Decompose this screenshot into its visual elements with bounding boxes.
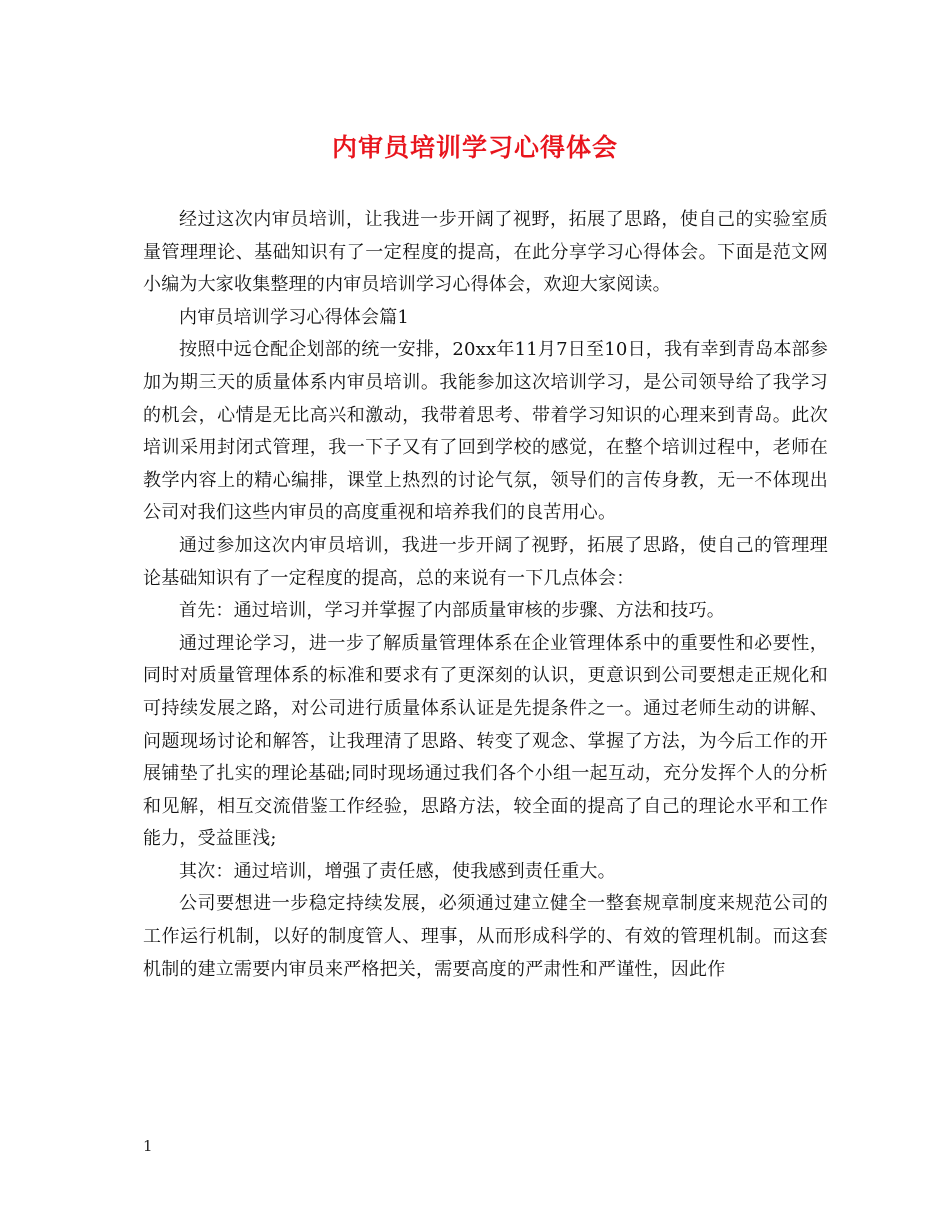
document-body bbox=[143, 204, 828, 986]
paragraph-intro: 经过这次内审员培训，让我进一步开阔了视野，拓展了思路，使自己的实验室质量管理理论、基础知识有了一定程度的提高，在此分享学习心得体会。下面是范文网小编为大家收集整理的内审员培训学习心得体会，欢迎大家阅读。 bbox=[143, 209, 828, 296]
paragraph-section-heading: 内审员培训学习心得体会篇1 bbox=[179, 306, 410, 328]
paragraph-company-system: 公司要想进一步稳定持续发展，必须通过建立健全一整套规章制度来规范公司的工作运行机制，以好的制度管人、理事，从而形成科学的、有效的管理机制。而这套机制的建立需要内审员来严格把关，需要高度的严肃性和严谨性，因此作 bbox=[143, 893, 828, 980]
paragraph-arrangement: 按照中远仓配企划部的统一安排，20xx年11月7日至10日，我有幸到青岛本部参加为期三天的质量体系内审员培训。我能参加这次培训学习，是公司领导给了我学习的机会，心情是无比高兴和激动，我带着思考、带着学习知识的心理来到青岛。此次培训采用封闭式管理，我一下子又有了回到学校的感觉，在整个培训过程中，老师在教学内容上的精心编排，课堂上热烈的讨论气氛，领导们的言传身教，无一不体现出公司对我们这些内审员的高度重视和培养我们的良苦用心。 bbox=[143, 339, 828, 524]
paragraph-first-point: 首先：通过培训，学习并掌握了内部质量审核的步骤、方法和技巧。 bbox=[179, 600, 725, 622]
paragraph-second-point: 其次：通过培训，增强了责任感，使我感到责任重大。 bbox=[179, 860, 616, 882]
paragraph-theory-study: 通过理论学习，进一步了解质量管理体系在企业管理体系中的重要性和必要性，同时对质量管理体系的标准和要求有了更深刻的认识，更意识到公司要想走正规化和可持续发展之路，对公司进行质量体系认证是先提条件之一。通过老师生动的讲解、问题现场讨论和解答，让我理清了思路、转变了观念、掌握了方法，为今后工作的开展铺垫了扎实的理论基础;同时现场通过我们各个小组一起互动，充分发挥个人的分析和见解，相互交流借鉴工作经验，思路方法，较全面的提高了自己的理论水平和工作能力，受益匪浅; bbox=[143, 632, 828, 850]
page-number: 1 bbox=[143, 1137, 153, 1155]
paragraph-summary: 通过参加这次内审员培训，我进一步开阔了视野，拓展了思路，使自己的管理理论基础知识有了一定程度的提高，总的来说有一下几点体会： bbox=[143, 534, 828, 589]
document-title: 内审员培训学习心得体会 bbox=[331, 133, 618, 162]
